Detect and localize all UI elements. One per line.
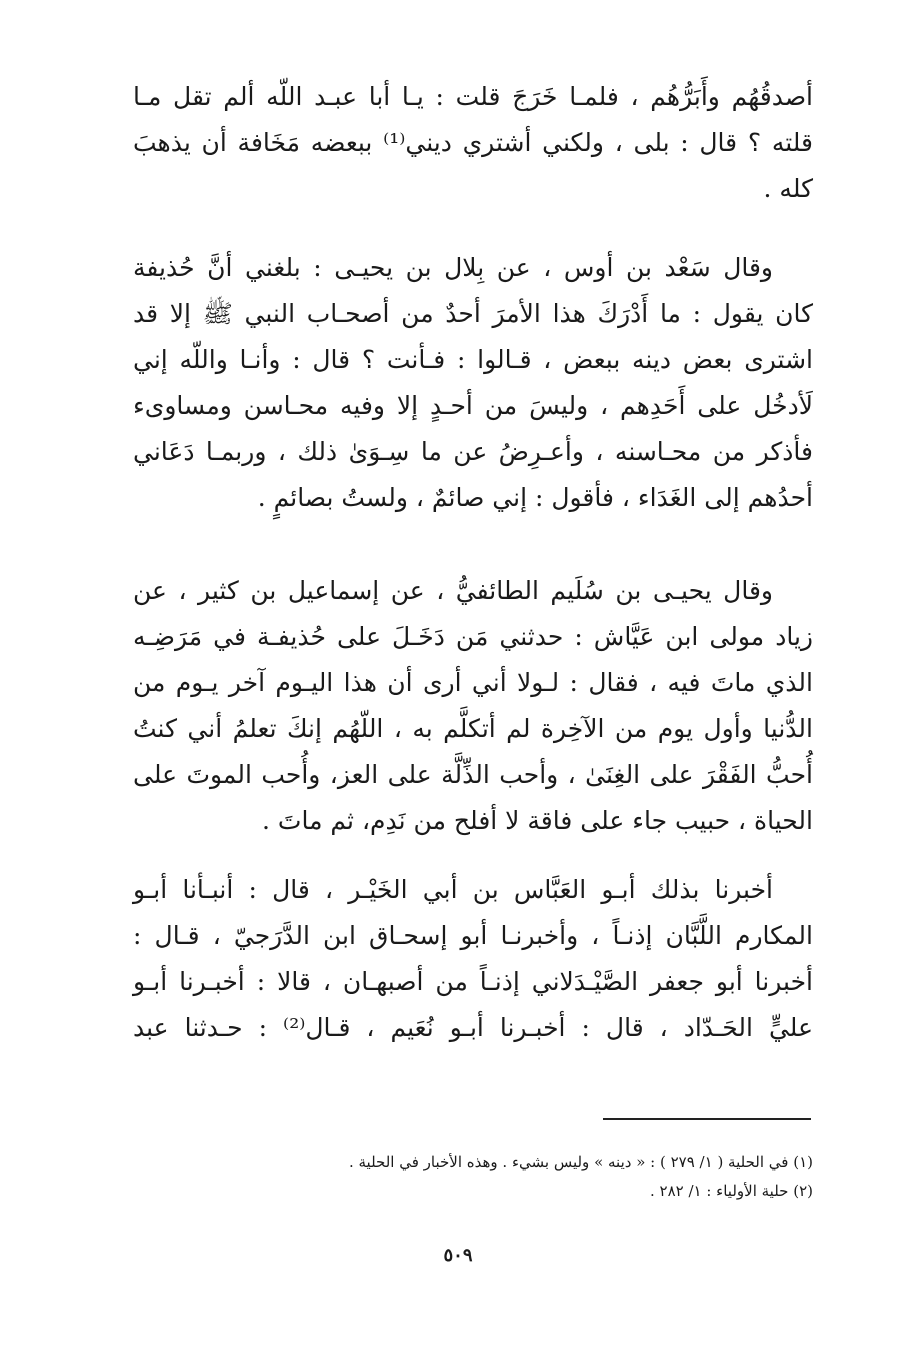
text-line: قلته ؟ قال : بلى ، ولكني أشتري ديني⁽¹⁾ ببعضه مَخَافة أن يذهبَ [133,128,813,157]
footnote-2: (٢) حلية الأولياء : ١/ ٢٨٢ . [649,1182,813,1200]
text-line: الحياة ، حبيب جاء على فاقة لا أفلح من نَدِم، ثم ماتَ . [262,806,813,835]
text-line: الدُّنيا وأول يوم من الآخِرة لم أتكلَّم به ، اللّهُم إنكَ تعلمُ أني كنتُ [133,714,813,743]
text-line: كان يقول : ما أَدْرَكَ هذا الأمرَ أحدٌ من أصحـاب النبي ﷺ إلا قد [133,299,813,328]
text-line: أخبرنا بذلك أبـو العَبَّاس بن أبي الخَيْـر ، قال : أنبـأنا أبـو [133,875,773,904]
paragraph-4 [133,867,813,1051]
footnote-divider [603,1118,811,1120]
paragraph-1 [133,74,813,212]
text-line: عليٍّ الحَـدّاد ، قال : أخبـرنا أبـو نُعَيم ، قـال⁽²⁾ : حـدثنا عبد [133,1013,813,1042]
text-line: اشترى بعض دينه ببعض ، قـالوا : فـأنت ؟ قال : وأنـا واللّه إني [133,345,813,374]
text-line: المكارم اللَّبَّان إذنـاً ، وأخبرنـا أبو إسحـاق ابن الدَّرَجيّ ، قـال : [133,921,813,950]
text-line: كله . [763,174,813,203]
footnote-1: (١) في الحلية ( ١/ ٢٧٩ ) : « دينه » وليس بشيء . وهذه الأخبار في الحلية . [348,1153,813,1171]
text-line: زياد مولى ابن عَيَّاش : حدثني مَن دَخَـلَ على حُذيفـة في مَرَضِـه [133,622,813,651]
text-line: فأذكر من محـاسنه ، وأعـرِضُ عن ما سِـوَىٰ ذلك ، وربمـا دَعَاني [133,437,813,466]
text-line: وقال سَعْد بن أوس ، عن بِلال بن يحيـى : بلغني أنَّ حُذيفة [133,253,773,282]
text-line: لَأدخُل على أَحَدِهم ، وليسَ من أحـدٍ إلا وفيه محـاسن ومساوىء [133,391,813,420]
footnotes [260,1148,813,1206]
page-number: ٥٠٩ [443,1245,473,1266]
text-line: الذي ماتَ فيه ، فقال : لـولا أني أرى أن هذا اليـوم آخر يـوم من [133,668,813,697]
text-line: وقال يحيـى بن سُلَيم الطائفيُّ ، عن إسماعيل بن كثير ، عن [133,576,773,605]
text-line: أُحبُّ الفَقْرَ على الغِنَىٰ ، وأحب الذِّلَّة على العز، وأُحب الموتَ على [133,760,813,789]
text-line: أخبرنا أبو جعفر الصَّيْـدَلاني إذنـاً من أصبهـان ، قالا : أخبـرنا أبـو [133,967,813,996]
paragraph-2 [133,245,813,521]
text-line: أصدقُهُم وأَبَرُّهُم ، فلمـا خَرَجَ قلت : يـا أبا عبـد اللّه ألم تقل مـا [133,82,813,111]
text-line: أحدُهم إلى الغَدَاء ، فأقول : إني صائمٌ ، ولستُ بصائمٍ . [257,483,813,512]
paragraph-3 [133,568,813,844]
